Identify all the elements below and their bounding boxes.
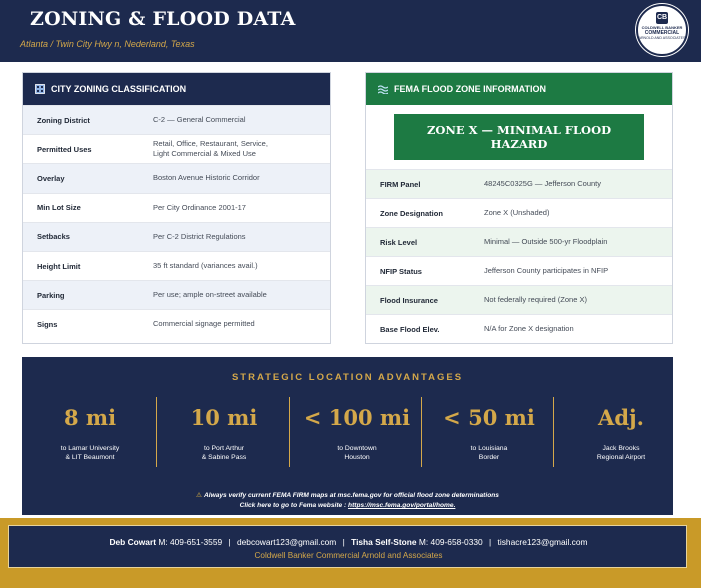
zoning-row bbox=[23, 222, 330, 251]
metric-value: 10 mi bbox=[190, 405, 258, 430]
agent1-email[interactable]: debcowart123@gmail.com bbox=[236, 537, 337, 547]
logo-mark-icon: CB bbox=[656, 12, 668, 24]
zoning-label: Setbacks bbox=[37, 232, 70, 242]
separator: | bbox=[342, 537, 345, 547]
property-address: Atlanta / Twin City Hwy n, Nederland, Texas bbox=[20, 39, 195, 49]
zoning-panel-header bbox=[23, 73, 330, 105]
metric-airport bbox=[555, 397, 687, 473]
zoning-value: Per C-2 District Regulations bbox=[153, 231, 246, 241]
zoning-value: C-2 — General Commercial bbox=[153, 115, 246, 125]
zoning-label: Height Limit bbox=[37, 261, 81, 271]
agent2-phone: M: 409-658-0330 bbox=[418, 537, 483, 547]
metric-divider bbox=[289, 397, 290, 467]
zoning-row bbox=[23, 251, 330, 280]
metric-value: < 50 mi bbox=[443, 405, 535, 430]
agent1-phone: M: 409-651-3559 bbox=[158, 537, 223, 547]
building-icon bbox=[35, 84, 45, 94]
agent2-name: Tisha Self-Stone bbox=[351, 537, 417, 547]
zoning-label: Min Lot Size bbox=[37, 203, 81, 213]
flood-label: Base Flood Elev. bbox=[380, 324, 440, 334]
contact-footer bbox=[8, 525, 687, 568]
metric-divider bbox=[421, 397, 422, 467]
flood-panel-title: FEMA FLOOD ZONE INFORMATION bbox=[394, 84, 546, 94]
wave-icon bbox=[378, 84, 388, 94]
metric-louisiana bbox=[423, 397, 555, 473]
strategic-advantages-band bbox=[22, 357, 673, 515]
separator: | bbox=[228, 537, 231, 547]
metric-caption: to Downtown Houston bbox=[337, 445, 377, 461]
flood-panel-header bbox=[366, 73, 672, 105]
flood-row bbox=[366, 227, 672, 256]
metric-houston bbox=[291, 397, 423, 473]
flood-label: FIRM Panel bbox=[380, 179, 421, 189]
flood-value: Jefferson County participates in NFIP bbox=[484, 266, 609, 275]
zoning-row bbox=[23, 280, 330, 309]
zoning-row bbox=[23, 163, 330, 192]
fema-note-line2 bbox=[22, 501, 673, 511]
company-name: Coldwell Banker Commercial Arnold and Associates bbox=[254, 551, 443, 560]
metric-caption: Jack Brooks Regional Airport bbox=[596, 445, 646, 461]
metric-lamar bbox=[24, 397, 156, 473]
metric-value: Adj. bbox=[598, 405, 644, 430]
zoning-panel bbox=[22, 72, 331, 344]
flood-panel bbox=[365, 72, 673, 344]
logo-line3: ARNOLD AND ASSOCIATES bbox=[638, 36, 686, 40]
flood-rows bbox=[366, 169, 672, 343]
flood-zone-banner: ZONE X — MINIMAL FLOOD HAZARD bbox=[394, 114, 644, 160]
zoning-row bbox=[23, 105, 330, 134]
contact-line bbox=[9, 537, 688, 547]
agent2-email[interactable]: tishacre123@gmail.com bbox=[497, 537, 588, 547]
metric-divider bbox=[553, 397, 554, 467]
page-title: ZONING & FLOOD DATA bbox=[30, 8, 296, 30]
flood-value: 48245C0325G — Jefferson County bbox=[484, 179, 602, 188]
flood-label: Risk Level bbox=[380, 237, 418, 247]
metric-caption: to Port Arthur & Sabine Pass bbox=[201, 445, 247, 461]
zoning-label: Overlay bbox=[37, 173, 65, 183]
zoning-value: 35 ft standard (variances avail.) bbox=[153, 261, 258, 271]
flood-value: Not federally required (Zone X) bbox=[484, 295, 587, 304]
flood-row bbox=[366, 256, 672, 285]
zoning-value: Per City Ordinance 2001-17 bbox=[153, 202, 246, 212]
logo-line1: COLDWELL BANKER bbox=[641, 25, 683, 30]
logo-line2: COMMERCIAL bbox=[644, 30, 680, 36]
zoning-value: Retail, Office, Restaurant, Service, Light Commercial & Mixed Use bbox=[153, 139, 268, 159]
zoning-row bbox=[23, 193, 330, 222]
zone-banner-wrap bbox=[366, 105, 672, 169]
flood-label: NFIP Status bbox=[380, 266, 422, 276]
metric-port-arthur bbox=[158, 397, 290, 473]
zoning-value: Boston Avenue Historic Corridor bbox=[153, 173, 260, 183]
zoning-value: Commercial signage permitted bbox=[153, 319, 255, 329]
zoning-label: Signs bbox=[37, 319, 58, 329]
page-header bbox=[0, 0, 701, 62]
flood-value: Minimal — Outside 500-yr Floodplain bbox=[484, 237, 608, 246]
flood-row bbox=[366, 198, 672, 227]
flood-label: Flood Insurance bbox=[380, 295, 438, 305]
warning-icon: ⚠ bbox=[196, 492, 202, 499]
metric-divider bbox=[156, 397, 157, 467]
zoning-label: Permitted Uses bbox=[37, 144, 92, 154]
metric-value: 8 mi bbox=[63, 405, 117, 430]
flood-label: Zone Designation bbox=[380, 208, 443, 218]
fema-note bbox=[22, 491, 673, 511]
zoning-panel-title: CITY ZONING CLASSIFICATION bbox=[51, 84, 187, 94]
zoning-label: Parking bbox=[37, 290, 65, 300]
zoning-value: Per use; ample on-street available bbox=[153, 290, 267, 300]
flood-value: N/A for Zone X designation bbox=[484, 324, 574, 333]
fema-link-prefix: Click here to go to Fema website : bbox=[239, 502, 349, 509]
company-logo bbox=[636, 4, 688, 56]
metric-caption: to Lamar University & LIT Beaumont bbox=[60, 445, 120, 461]
strategic-title: STRATEGIC LOCATION ADVANTAGES bbox=[231, 372, 464, 383]
flood-value: Zone X (Unshaded) bbox=[484, 208, 550, 217]
metric-caption: to Louisiana Border bbox=[470, 445, 508, 461]
zoning-rows bbox=[23, 105, 330, 339]
agent1-name: Deb Cowart bbox=[109, 537, 157, 547]
fema-website-link[interactable]: https://msc.fema.gov/portal/home. bbox=[348, 502, 456, 509]
flood-row bbox=[366, 314, 672, 343]
zoning-label: Zoning District bbox=[37, 115, 90, 125]
metric-value: < 100 mi bbox=[303, 405, 411, 430]
zoning-row bbox=[23, 309, 330, 338]
separator: | bbox=[489, 537, 492, 547]
zoning-row bbox=[23, 134, 330, 163]
fema-note-text: Always verify current FEMA FIRM maps at msc.fema.gov for official flood zone determinations bbox=[203, 492, 499, 499]
fema-note-line1 bbox=[22, 491, 673, 501]
flood-row bbox=[366, 169, 672, 198]
flood-row bbox=[366, 285, 672, 314]
